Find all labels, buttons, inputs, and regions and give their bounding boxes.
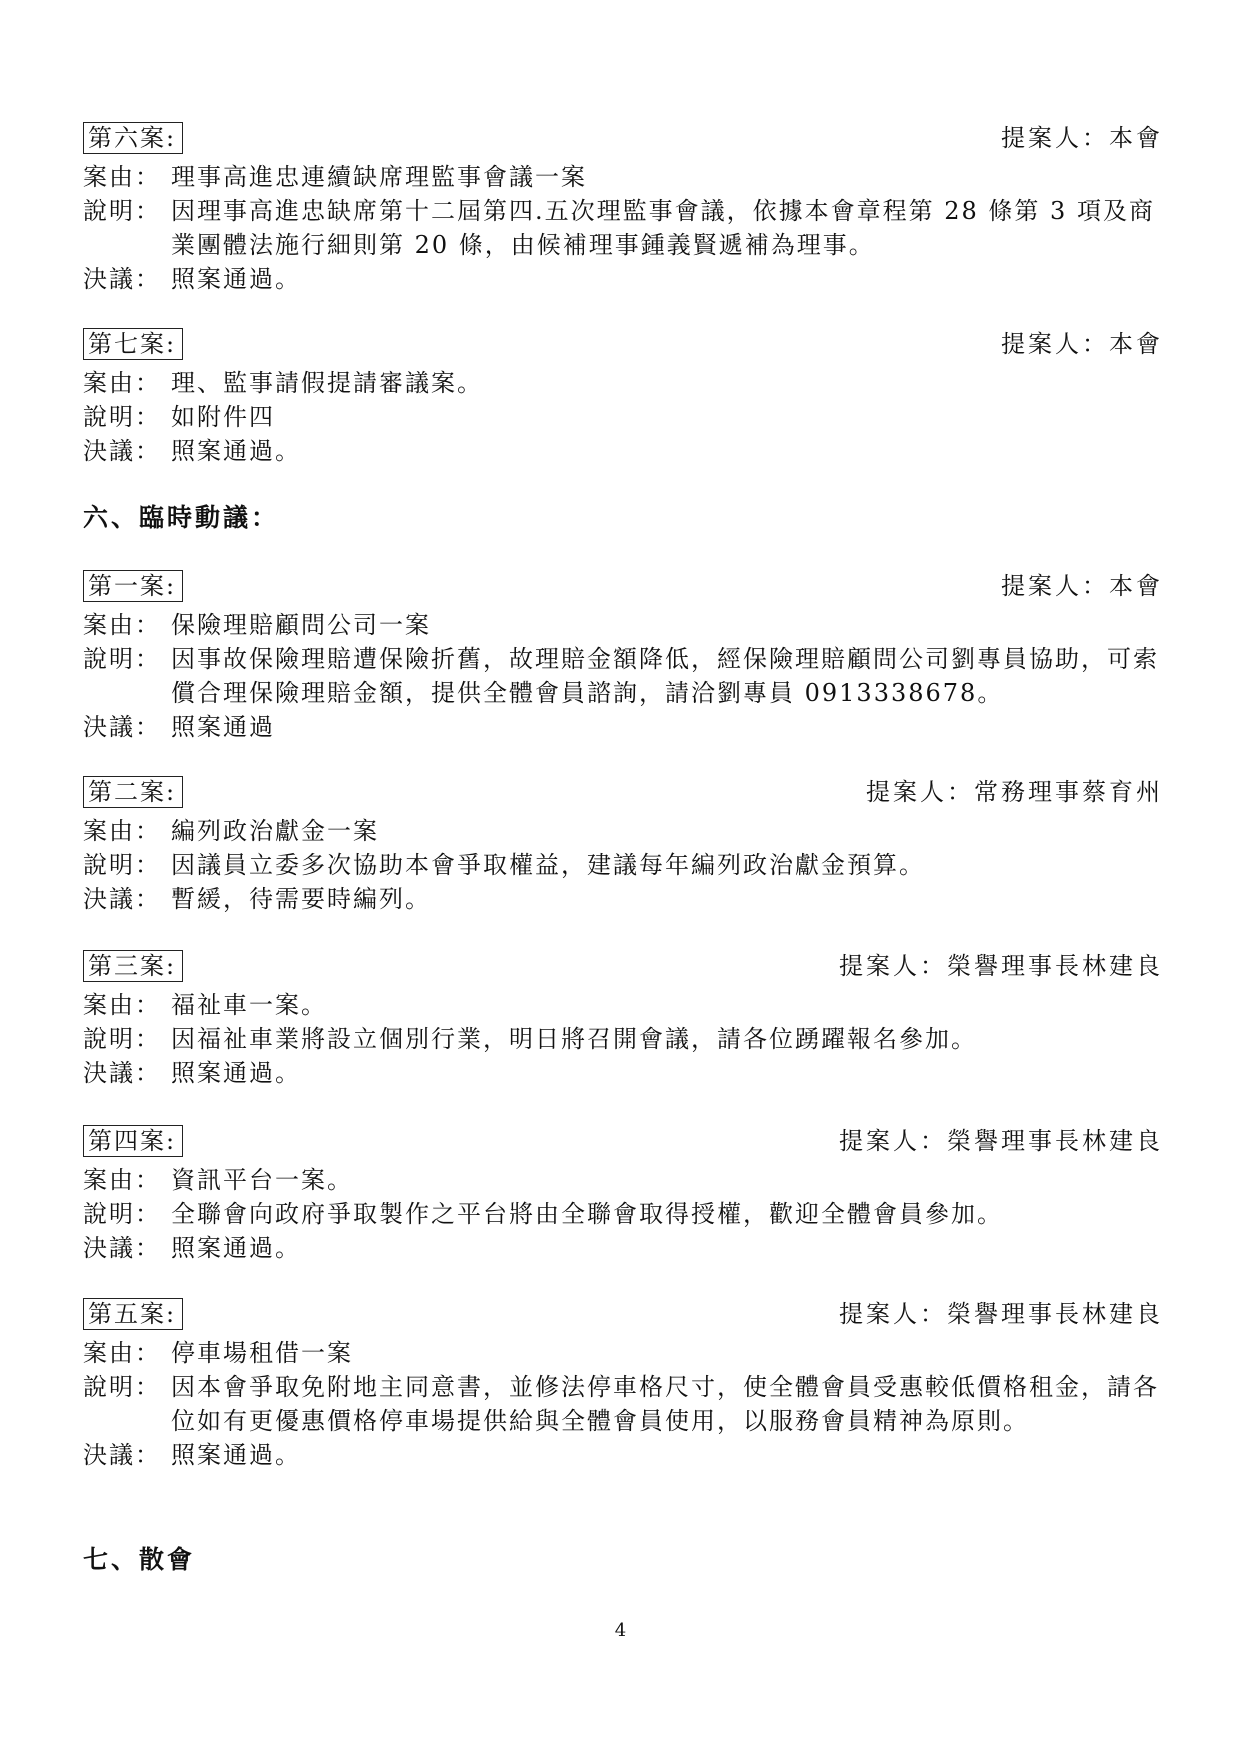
decision-row xyxy=(83,1438,1163,1472)
description-text: 因理事高進忠缺席第十二屆第四.五次理監事會議，依據本會章程第 28 條第 3 項及商業團體法施行細則第 20 條，由候補理事鍾義賢遞補為理事。 xyxy=(171,197,1155,259)
proposer: 提案人：本會 xyxy=(1001,330,1163,358)
proposer: 提案人：本會 xyxy=(1001,124,1163,152)
description-text: 全聯會向政府爭取製作之平台將由全聯會取得授權，歡迎全體會員參加。 xyxy=(171,1200,1003,1228)
description-text: 因議員立委多次協助本會爭取權益，建議每年編列政治獻金預算。 xyxy=(171,851,925,879)
decision-text: 照案通過。 xyxy=(171,437,301,465)
description-row xyxy=(83,400,1163,434)
reason-row xyxy=(83,1163,1163,1197)
decision-label: 決議： xyxy=(83,713,161,741)
decision-text: 照案通過。 xyxy=(171,1441,301,1469)
reason-text: 保險理賠顧問公司一案 xyxy=(171,611,431,639)
case-number: 第五案: xyxy=(83,1298,183,1330)
reason-text: 資訊平台一案。 xyxy=(171,1166,353,1194)
decision-row xyxy=(83,710,1163,744)
proposer: 提案人：榮譽理事長林建良 xyxy=(839,1127,1163,1155)
case-number: 第二案: xyxy=(83,776,183,808)
proposer: 提案人：常務理事蔡育州 xyxy=(866,778,1163,806)
reason-row xyxy=(83,814,1163,848)
decision-row xyxy=(83,1231,1163,1265)
section-heading-six: 六、臨時動議： xyxy=(83,503,280,532)
decision-row xyxy=(83,262,1163,296)
decision-text: 暫緩，待需要時編列。 xyxy=(171,885,431,913)
decision-label: 決議： xyxy=(83,885,161,913)
reason-text: 福祉車一案。 xyxy=(171,991,327,1019)
description-row xyxy=(83,1197,1163,1231)
reason-label: 案由： xyxy=(83,1339,161,1367)
decision-text: 照案通過 xyxy=(171,713,275,741)
reason-row xyxy=(83,160,1163,194)
reason-label: 案由： xyxy=(83,1166,161,1194)
reason-text: 停車場租借一案 xyxy=(171,1339,353,1367)
description-row xyxy=(83,194,1163,262)
proposer: 提案人：本會 xyxy=(1001,572,1163,600)
reason-row xyxy=(83,366,1163,400)
case-header xyxy=(83,122,1163,160)
description-text: 如附件四 xyxy=(171,403,275,431)
case-number: 第三案: xyxy=(83,950,183,982)
case-header xyxy=(83,1298,1163,1336)
reason-row xyxy=(83,608,1163,642)
motion-block xyxy=(83,776,1163,916)
decision-text: 照案通過。 xyxy=(171,265,301,293)
case-number: 第七案: xyxy=(83,328,183,360)
decision-label: 決議： xyxy=(83,265,161,293)
page-number: 4 xyxy=(614,1620,627,1641)
case-number: 第六案: xyxy=(83,122,183,154)
decision-label: 決議： xyxy=(83,437,161,465)
decision-row xyxy=(83,882,1163,916)
section-heading-seven: 七、散會 xyxy=(83,1545,196,1574)
reason-label: 案由： xyxy=(83,817,161,845)
decision-row xyxy=(83,1056,1163,1090)
case-block xyxy=(83,122,1163,296)
reason-row xyxy=(83,988,1163,1022)
case-block xyxy=(83,328,1163,468)
description-label: 說明： xyxy=(83,1025,161,1053)
case-number: 第一案: xyxy=(83,570,183,602)
proposer: 提案人：榮譽理事長林建良 xyxy=(839,1300,1163,1328)
case-header xyxy=(83,950,1163,988)
motion-block xyxy=(83,1125,1163,1265)
reason-label: 案由： xyxy=(83,611,161,639)
decision-text: 照案通過。 xyxy=(171,1059,301,1087)
case-header xyxy=(83,570,1163,608)
motion-block xyxy=(83,950,1163,1090)
reason-text: 理、監事請假提請審議案。 xyxy=(171,369,483,397)
reason-text: 理事高進忠連續缺席理監事會議一案 xyxy=(171,163,587,191)
description-text: 因本會爭取免附地主同意書，並修法停車格尺寸，使全體會員受惠較低價格租金，請各位如有更優惠價格停車場提供給與全體會員使用，以服務會員精神為原則。 xyxy=(171,1373,1159,1435)
case-number: 第四案: xyxy=(83,1125,183,1157)
decision-label: 決議： xyxy=(83,1234,161,1262)
description-label: 說明： xyxy=(83,403,161,431)
description-label: 說明： xyxy=(83,851,161,879)
decision-label: 決議： xyxy=(83,1059,161,1087)
description-row xyxy=(83,1370,1163,1438)
case-header xyxy=(83,328,1163,366)
reason-label: 案由： xyxy=(83,369,161,397)
description-text: 因事故保險理賠遭保險折舊，故理賠金額降低，經保險理賠顧問公司劉專員協助，可索償合理保險理賠金額，提供全體會員諮詢，請洽劉專員 0913338678。 xyxy=(171,645,1159,707)
description-label: 說明： xyxy=(83,645,161,673)
reason-label: 案由： xyxy=(83,991,161,1019)
motion-block xyxy=(83,1298,1163,1472)
reason-label: 案由： xyxy=(83,163,161,191)
description-row xyxy=(83,642,1163,710)
reason-text: 編列政治獻金一案 xyxy=(171,817,379,845)
decision-label: 決議： xyxy=(83,1441,161,1469)
description-label: 說明： xyxy=(83,197,161,225)
proposer: 提案人：榮譽理事長林建良 xyxy=(839,952,1163,980)
description-label: 說明： xyxy=(83,1200,161,1228)
case-header xyxy=(83,776,1163,814)
case-header xyxy=(83,1125,1163,1163)
reason-row xyxy=(83,1336,1163,1370)
decision-text: 照案通過。 xyxy=(171,1234,301,1262)
description-label: 說明： xyxy=(83,1373,161,1401)
description-row xyxy=(83,848,1163,882)
decision-row xyxy=(83,434,1163,468)
motion-block xyxy=(83,570,1163,744)
description-text: 因福祉車業將設立個別行業，明日將召開會議，請各位踴躍報名參加。 xyxy=(171,1025,977,1053)
description-row xyxy=(83,1022,1163,1056)
